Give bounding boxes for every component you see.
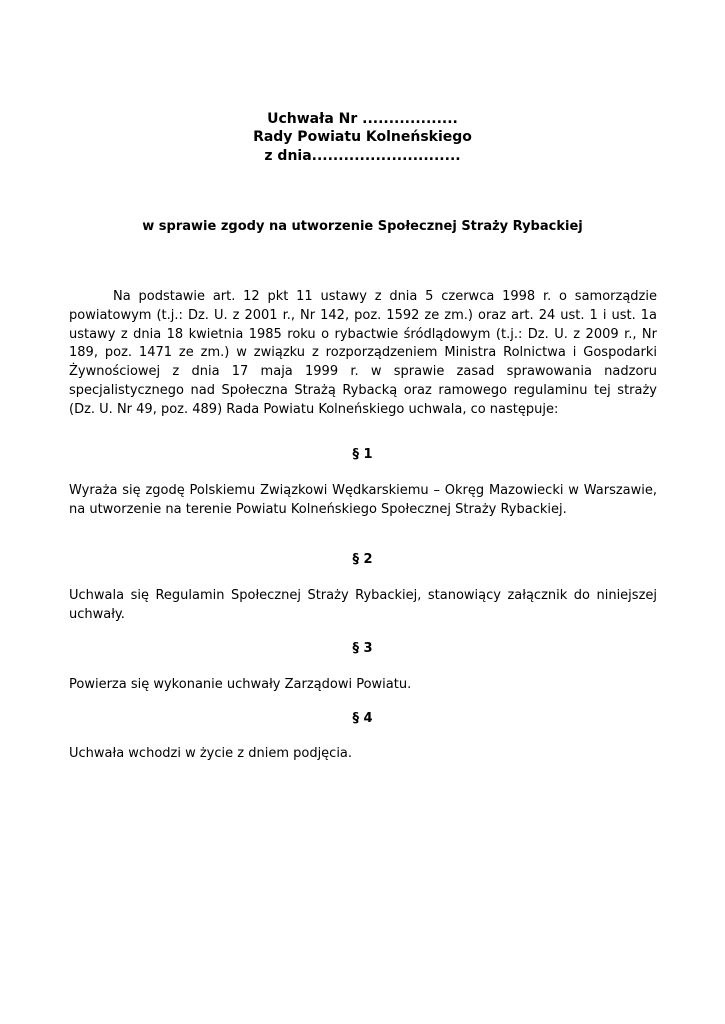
section-2-text: Uchwala się Regulamin Społecznej Straży Rybackiej, stanowiący załącznik do niniejszej uchwały. [69, 588, 657, 622]
council-name: Rady Powiatu Kolneńskiego [253, 129, 472, 145]
resolution-subject: w sprawie zgody na utworzenie Społecznej Straży Rybackiej [142, 219, 583, 234]
section-1-heading: § 1 [352, 447, 373, 462]
resolution-date: z dnia............................ [264, 148, 461, 164]
section-2-heading: § 2 [352, 552, 373, 567]
section-4-heading: § 4 [352, 711, 373, 726]
section-3-text: Powierza się wykonanie uchwały Zarządowi Powiatu. [69, 677, 412, 692]
section-1-text: Wyraża się zgodę Polskiemu Związkowi Wędkarskiemu – Okręg Mazowiecki w Warszawie, na utworzenie na terenie Powiatu Kolneńskiego Społecznej Straży Rybackiej. [69, 483, 657, 517]
resolution-number: Uchwała Nr .................. [267, 111, 458, 127]
section-3-heading: § 3 [352, 641, 373, 656]
section-4-text: Uchwała wchodzi w życie z dniem podjęcia. [69, 746, 353, 761]
preamble-paragraph: Na podstawie art. 12 pkt 11 ustawy z dnia 5 czerwca 1998 r. o samorządzie powiatowym (t.j.: Dz. U. z 2001 r., Nr 142, poz. 1592 ze zm.) oraz art. 24 ust. 1 i ust. 1a ustawy z dnia 18 kwietnia 1985 roku o rybactwie śródlądowym (t.j.: Dz. U. z 2009 r., Nr 189, poz. 1471 ze zm.) w związku z rozporządzeniem Ministra Rolnictwa i Gospodarki Żywnościowej z dnia 17 maja 1999 r. w sprawie zasad sprawowania nadzoru specjalistycznego nad Społeczna Strażą Rybacką oraz ramowego regulaminu tej straży (Dz. U. Nr 49, poz. 489) Rada Powiatu Kolneńskiego uchwala, co następuje: [69, 289, 657, 417]
